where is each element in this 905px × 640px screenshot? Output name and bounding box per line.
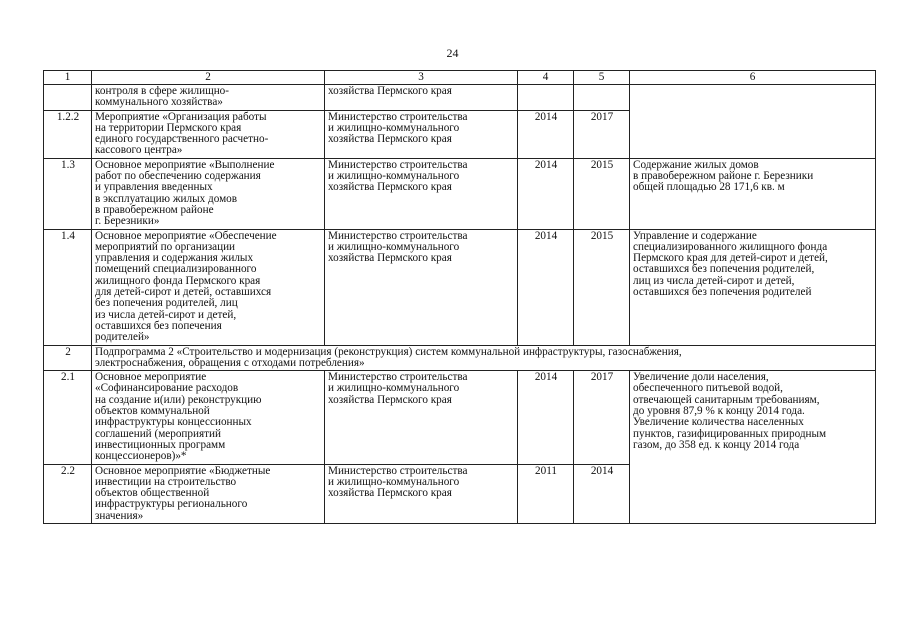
table-row <box>44 229 876 345</box>
expected-result <box>630 85 876 159</box>
measure-name: контроля в сфере жилищно- коммунального хозяйства» <box>92 85 325 111</box>
end-year: 2014 <box>574 464 630 523</box>
subprogram-title: Подпрограмма 2 «Строительство и модернизация (реконструкция) систем коммунальной инфраструктуры, газоснабжения, электроснабжения, обращения с отходами потребления» <box>92 345 876 371</box>
row-number: 1.3 <box>44 158 92 229</box>
header-col-5: 5 <box>574 71 630 85</box>
row-number: 2.1 <box>44 371 92 464</box>
expected-result: Содержание жилых домов в правобережном районе г. Березники общей площадью 28 171,6 кв. м <box>630 158 876 229</box>
row-number: 2 <box>44 345 92 371</box>
expected-result: Управление и содержание специализированного жилищного фонда Пермского края для детей-сирот и детей, оставшихся без попечения родителей, лиц из числа детей-сирот и детей, оставшихся без попечения родителей <box>630 229 876 345</box>
measure-name: Основное мероприятие «Выполнение работ по обеспечению содержания и управления введенных в эксплуатацию жилых домов в правобережном районе г. Березники» <box>92 158 325 229</box>
end-year <box>574 85 630 111</box>
executor: Министерство строительства и жилищно-коммунального хозяйства Пермского края <box>325 229 518 345</box>
start-year: 2014 <box>518 229 574 345</box>
end-year: 2017 <box>574 110 630 158</box>
measure-name: Основное мероприятие «Софинансирование расходов на создание и(или) реконструкцию объектов коммунальной инфраструктуры концессионных соглашений (мероприятий инвестиционных программ концессионеров)»* <box>92 371 325 464</box>
executor: Министерство строительства и жилищно-коммунального хозяйства Пермского края <box>325 158 518 229</box>
executor: Министерство строительства и жилищно-коммунального хозяйства Пермского края <box>325 464 518 523</box>
executor: хозяйства Пермского края <box>325 85 518 111</box>
header-col-2: 2 <box>92 71 325 85</box>
subprogram-row <box>44 345 876 371</box>
measures-table <box>43 70 876 524</box>
start-year: 2014 <box>518 371 574 464</box>
header-col-1: 1 <box>44 71 92 85</box>
measure-name: Основное мероприятие «Обеспечение мероприятий по организации управления и содержания жилых помещений специализированного жилищного фонда Пермского края для детей-сирот и детей, оставшихся без попечения родителей, лиц из числа детей-сирот и детей, оставшихся без попечения родителей» <box>92 229 325 345</box>
page-number: 24 <box>446 46 459 60</box>
end-year: 2015 <box>574 229 630 345</box>
start-year: 2014 <box>518 110 574 158</box>
table-row <box>44 158 876 229</box>
start-year <box>518 85 574 111</box>
executor: Министерство строительства и жилищно-коммунального хозяйства Пермского края <box>325 110 518 158</box>
expected-result: Увеличение доли населения, обеспеченного питьевой водой, отвечающей санитарным требованиям, до уровня 87,9 % к концу 2014 года. Увеличение количества населенных пунктов, газифицированных природным газом, до 358 ед. к концу 2014 года <box>630 371 876 524</box>
start-year: 2014 <box>518 158 574 229</box>
header-col-6: 6 <box>630 71 876 85</box>
row-number: 1.2.2 <box>44 110 92 158</box>
row-number: 1.4 <box>44 229 92 345</box>
start-year: 2011 <box>518 464 574 523</box>
measure-name: Мероприятие «Организация работы на территории Пермского края единого государственного расчетно- кассового центра» <box>92 110 325 158</box>
table-row <box>44 371 876 464</box>
executor: Министерство строительства и жилищно-коммунального хозяйства Пермского края <box>325 371 518 464</box>
measure-name: Основное мероприятие «Бюджетные инвестиции на строительство объектов общественной инфраструктуры регионального значения» <box>92 464 325 523</box>
end-year: 2017 <box>574 371 630 464</box>
header-col-3: 3 <box>325 71 518 85</box>
end-year: 2015 <box>574 158 630 229</box>
table-row <box>44 85 876 111</box>
table-header-row <box>44 71 876 85</box>
header-col-4: 4 <box>518 71 574 85</box>
row-number: 2.2 <box>44 464 92 523</box>
row-number <box>44 85 92 111</box>
